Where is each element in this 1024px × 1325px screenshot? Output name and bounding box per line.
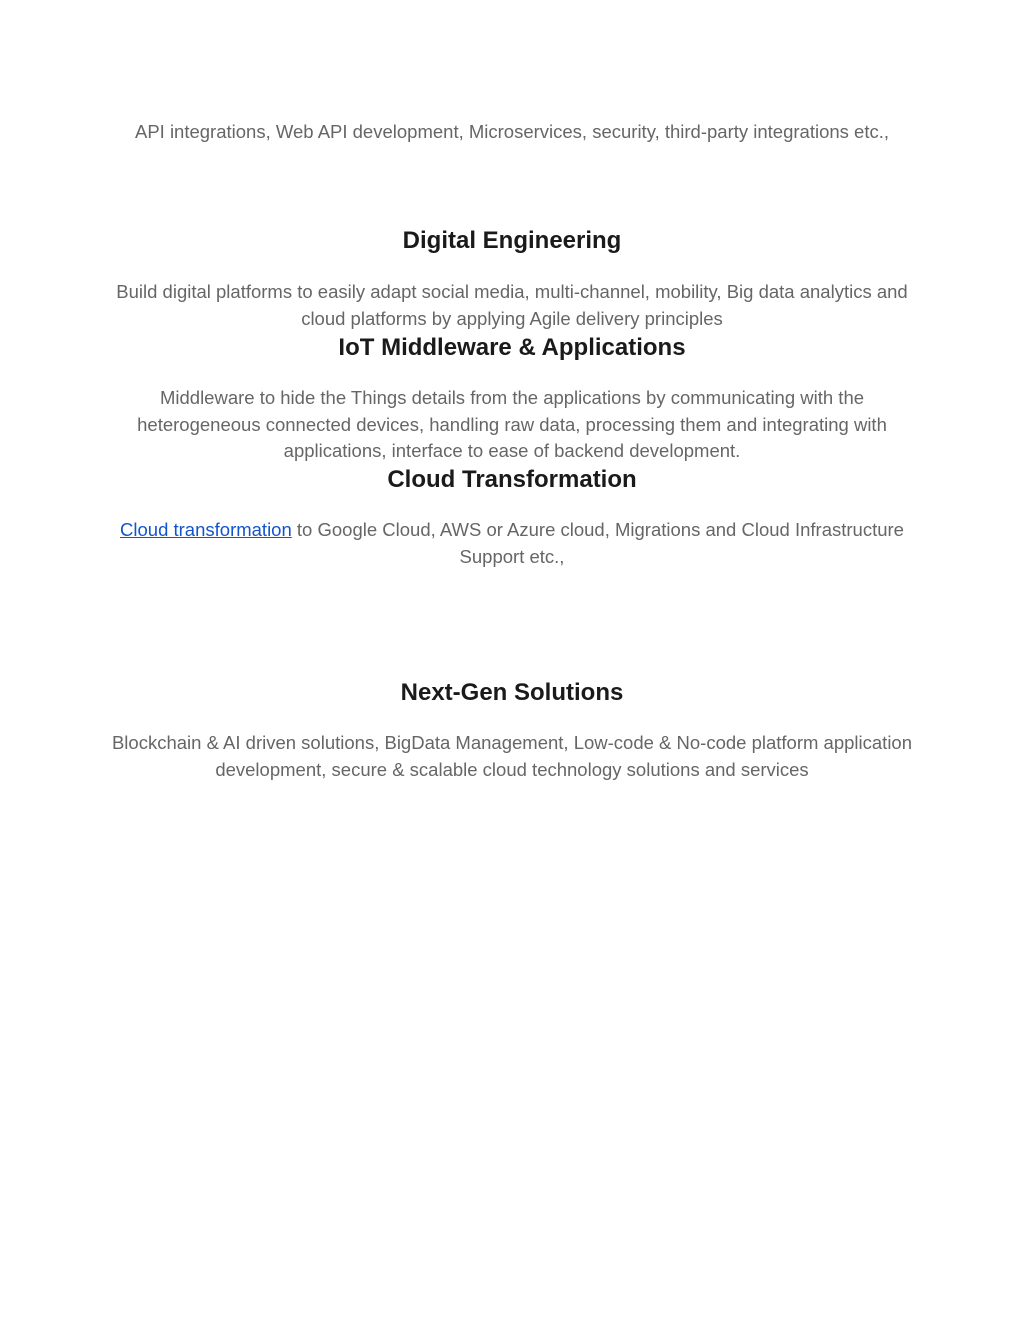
paragraph-digital-engineering: Build digital platforms to easily adapt social media, multi-channel, mobility, Big data analytics and cloud platforms by applying Agile delivery principles — [116, 281, 908, 329]
intro-paragraph: API integrations, Web API development, Microservices, security, third-party integrations etc., — [134, 121, 890, 142]
paragraph-iot-middleware: Middleware to hide the Things details from the applications by communicating with the heterogeneous connected devices, handling raw data, processing them and integrating with applications, interface to ease of backend development. — [137, 387, 887, 461]
cloud-transformation-text: to Google Cloud, AWS or Azure cloud, Migrations and Cloud Infrastructure Support etc., — [291, 519, 904, 567]
heading-digital-engineering: Digital Engineering — [402, 227, 622, 254]
cloud-transformation-link[interactable]: Cloud transformation — [120, 519, 292, 540]
heading-iot-middleware: IoT Middleware & Applications — [338, 334, 686, 361]
paragraph-cloud-transformation — [110, 517, 914, 570]
heading-cloud-transformation: Cloud Transformation — [387, 466, 637, 493]
heading-next-gen-solutions: Next-Gen Solutions — [400, 679, 624, 706]
paragraph-next-gen-solutions: Blockchain & AI driven solutions, BigData Management, Low-code & No-code platform application development, secure & scalable cloud technology solutions and services — [111, 732, 913, 780]
